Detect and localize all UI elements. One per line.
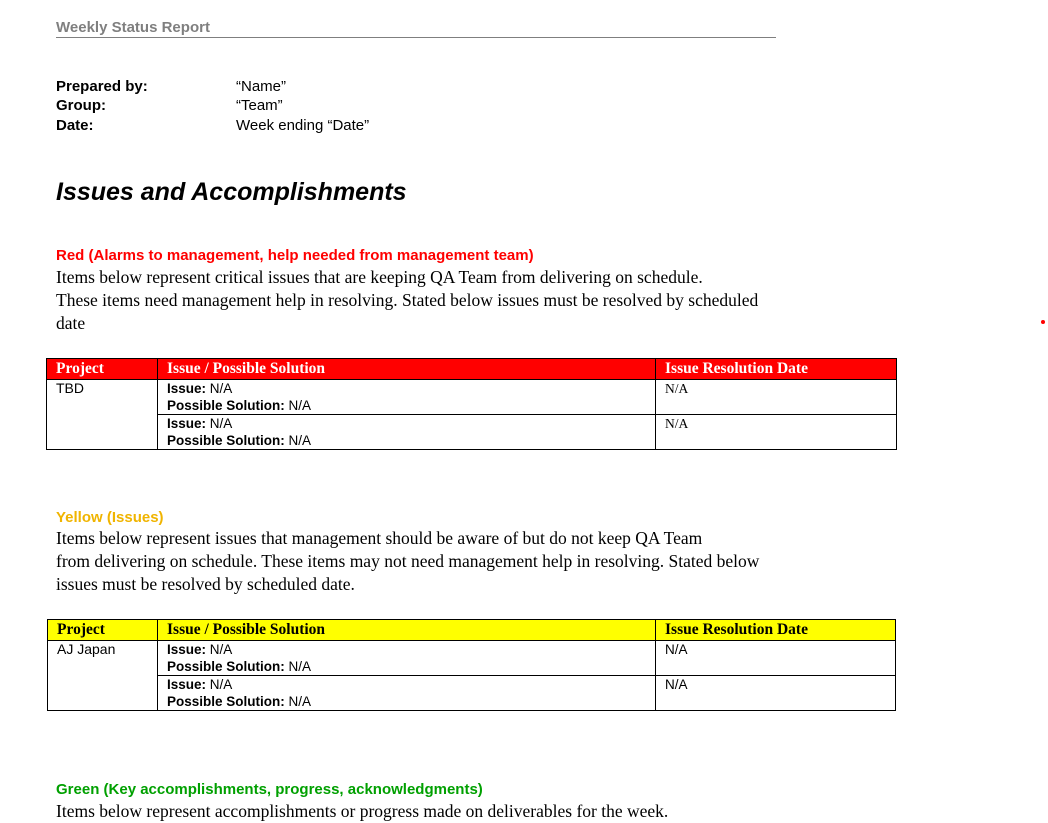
header-project: Project [48,620,158,641]
solution-value: N/A [284,433,312,448]
issue-value: N/A [206,642,233,657]
solution-label: Possible Solution: [167,433,285,448]
project-cell: TBD [47,380,158,450]
solution-value: N/A [284,659,312,674]
red-issues-table [46,358,897,450]
table-row [47,380,897,415]
red-description-line: date [56,313,86,333]
green-description-line: Items below represent accomplishments or progress made on deliverables for the week. [56,801,669,821]
green-heading: Green (Key accomplishments, progress, acknowledgments) [56,781,483,798]
solution-label: Possible Solution: [167,694,285,709]
date-label: Date: [56,117,94,134]
table-header-row [47,359,897,380]
resolution-date-cell: N/A [656,415,897,450]
issue-value: N/A [206,381,233,396]
solution-value: N/A [284,694,312,709]
red-heading: Red (Alarms to management, help needed from management team) [56,247,534,264]
project-cell: AJ Japan [48,641,158,711]
resolution-date-cell: N/A [656,380,897,415]
table-row [47,415,897,450]
group-label: Group: [56,97,106,114]
yellow-description-line: issues must be resolved by scheduled date. [56,574,355,594]
header-resolution-date: Issue Resolution Date [656,620,896,641]
issue-cell [158,641,656,676]
issue-label: Issue: [167,677,207,692]
yellow-heading: Yellow (Issues) [56,509,164,526]
red-description-line: Items below represent critical issues that are keeping QA Team from delivering on schedule. [56,267,703,287]
table-row [48,641,896,676]
yellow-description-line: from delivering on schedule. These items may not need management help in resolving. Stated below [56,551,760,571]
section-heading: Issues and Accomplishments [56,178,407,206]
document-title: Weekly Status Report [56,19,776,38]
header-issue: Issue / Possible Solution [158,359,656,380]
issue-label: Issue: [167,642,207,657]
yellow-issues-table [47,619,896,711]
issue-cell [158,415,656,450]
header-resolution-date: Issue Resolution Date [656,359,897,380]
table-row [48,676,896,711]
issue-label: Issue: [167,381,207,396]
red-mark [1041,320,1045,324]
issue-cell [158,676,656,711]
header-project: Project [47,359,158,380]
issue-value: N/A [206,416,233,431]
resolution-date-cell: N/A [656,676,896,711]
issue-cell [158,380,656,415]
group-value: “Team” [236,97,283,114]
yellow-description-line: Items below represent issues that management should be aware of but do not keep QA Team [56,528,703,548]
prepared-by-label: Prepared by: [56,78,148,95]
header-issue: Issue / Possible Solution [158,620,656,641]
prepared-by-value: “Name” [236,78,287,95]
resolution-date-cell: N/A [656,641,896,676]
table-header-row [48,620,896,641]
red-description-line: These items need management help in resolving. Stated below issues must be resolved by scheduled [56,290,759,310]
issue-label: Issue: [167,416,207,431]
solution-label: Possible Solution: [167,398,285,413]
date-value: Week ending “Date” [236,117,370,134]
solution-value: N/A [284,398,312,413]
solution-label: Possible Solution: [167,659,285,674]
issue-value: N/A [206,677,233,692]
